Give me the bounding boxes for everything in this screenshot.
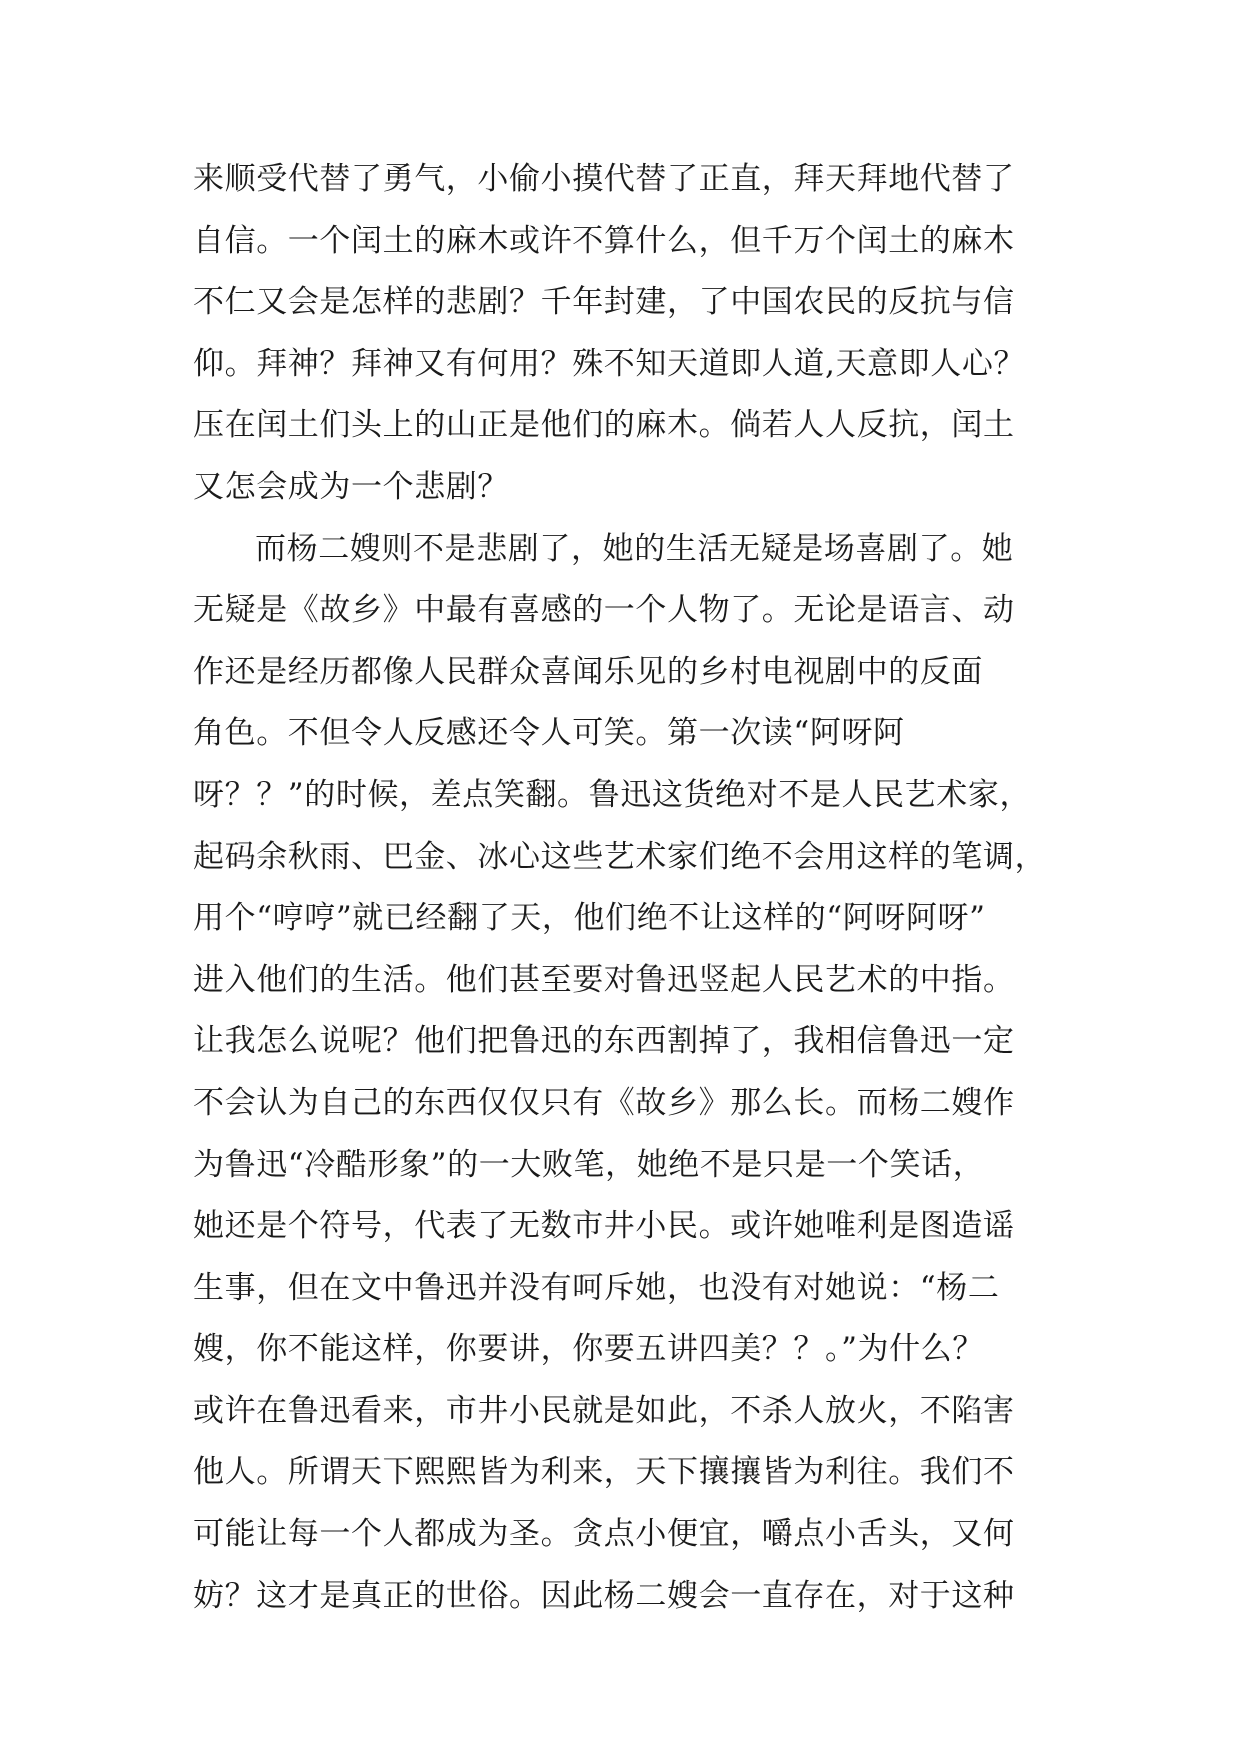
text-line: 自信。一个闰土的麻木或许不算什么，但千万个闰土的麻木 (193, 222, 1015, 259)
text-line: 用个“哼哼”就已经翻了天，他们绝不让这样的“阿呀阿呀” (193, 900, 986, 937)
text-line: 仰。拜神？拜神又有何用？殊不知天道即人道,天意即人心？ (193, 345, 1026, 382)
paragraph-first-line: 而杨二嫂则不是悲剧了，她的生活无疑是场喜剧了。她 (255, 530, 1014, 567)
text-line: 来顺受代替了勇气，小偷小摸代替了正直，拜天拜地代替了 (193, 161, 1015, 197)
text-line: 角色。不但令人反感还令人可笑。第一次读“阿呀阿 (193, 715, 905, 752)
document-body (193, 158, 1073, 1636)
text-line: 让我怎么说呢？他们把鲁迅的东西割掉了，我相信鲁迅一定 (193, 1023, 1015, 1060)
text-line: 她还是个符号，代表了无数市井小民。或许她唯利是图造谣 (193, 1208, 1015, 1245)
text-line: 妨？这才是真正的世俗。因此杨二嫂会一直存在，对于这种 (193, 1577, 1015, 1614)
text-line: 呀？？”的时候，差点笑翻。鲁迅这货绝对不是人民艺术家， (193, 776, 1032, 813)
text-line: 又怎会成为一个悲剧？ (193, 468, 509, 505)
text-line: 不会认为自己的东西仅仅只有《故乡》那么长。而杨二嫂作 (193, 1084, 1015, 1121)
text-line: 起码余秋雨、巴金、冰心这些艺术家们绝不会用这样的笔调， (193, 838, 1047, 875)
text-line: 他人。所谓天下熙熙皆为利来，天下攘攘皆为利往。我们不 (193, 1454, 1015, 1491)
text-line: 压在闰土们头上的山正是他们的麻木。倘若人人反抗，闰土 (193, 407, 1015, 444)
text-line: 进入他们的生活。他们甚至要对鲁迅竖起人民艺术的中指。 (193, 961, 1015, 998)
text-line: 生事，但在文中鲁迅并没有呵斥她，也没有对她说：“杨二 (193, 1269, 1000, 1306)
text-line: 嫂，你不能这样，你要讲，你要五讲四美？？。”为什么？ (193, 1331, 984, 1368)
text-line: 不仁又会是怎样的悲剧？千年封建，了中国农民的反抗与信 (193, 284, 1015, 321)
text-line: 作还是经历都像人民群众喜闻乐见的乡村电视剧中的反面 (193, 653, 983, 690)
text-line: 为鲁迅“冷酷形象”的一大败笔，她绝不是只是一个笑话， (193, 1146, 985, 1183)
text-line: 无疑是《故乡》中最有喜感的一个人物了。无论是语言、动 (193, 592, 1015, 629)
text-line: 或许在鲁迅看来，市井小民就是如此，不杀人放火，不陷害 (193, 1392, 1015, 1429)
text-line: 可能让每一个人都成为圣。贪点小便宜，嚼点小舌头，又何 (193, 1516, 1015, 1553)
